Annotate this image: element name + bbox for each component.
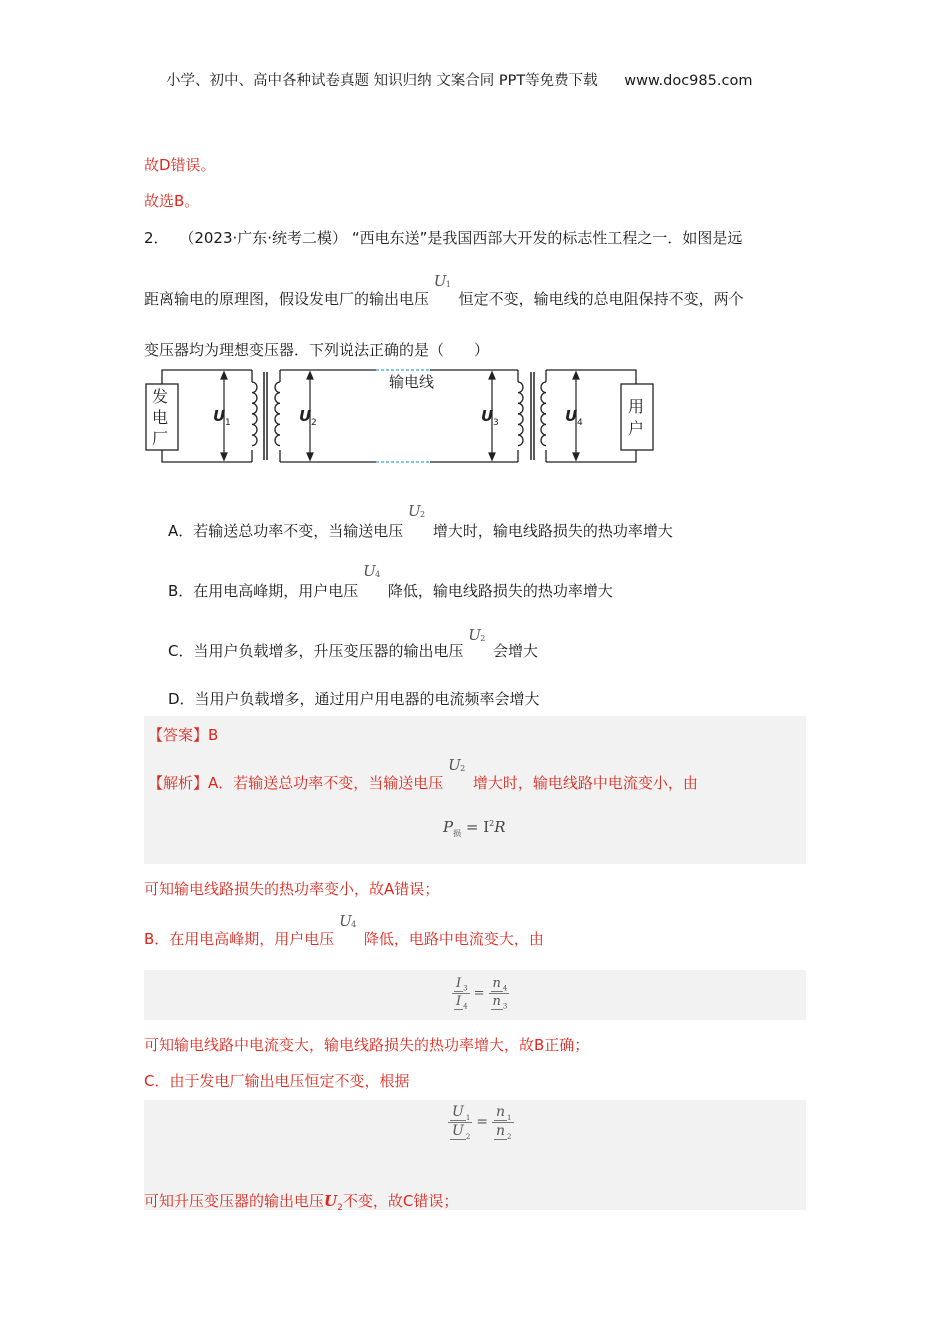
formula-power-loss: $P_损 = I^2R$ (443, 818, 506, 838)
analysis-line-b (144, 912, 544, 949)
option-c-text-post: 会增大 (493, 642, 539, 660)
analysis-b-pre: B．在用电高峰期，用户电压 (144, 930, 335, 948)
question-source: （2023·广东·统考二模） (179, 229, 348, 247)
analysis-c-conclusion (144, 1190, 458, 1213)
question-text-1: “西电东送”是我国西部大开发的标志性工程之一．如图是远 (351, 229, 743, 247)
option-b[interactable] (168, 562, 613, 601)
analysis-a-pre: A．若输送总功率不变，当输送电压 (208, 774, 444, 792)
analysis-b-post: 降低，电路中电流变大，由 (363, 930, 544, 948)
question-line-2 (144, 272, 744, 309)
analysis-tag: 【解析】 (148, 774, 209, 792)
analysis-a-post: 增大时，输电线路中电流变小，由 (472, 774, 698, 792)
option-c[interactable] (168, 626, 539, 661)
analysis-c-conclusion-post: 不变，故C错误； (342, 1192, 459, 1210)
analysis-line-a (148, 756, 698, 793)
option-d[interactable]: D．当用户负载增多，通过用户用电器的电流频率会增大 (168, 690, 540, 708)
question-text-2a: 距离输电的原理图，假设发电厂的输出电压 (144, 290, 430, 308)
user-char-1: 用 (628, 397, 645, 416)
u3-label: U (481, 407, 494, 425)
header-title: 小学、初中、高中各种试卷真题 知识归纳 文案合同 PPT等免费下载 (166, 73, 598, 89)
math-u2: U 2 (448, 756, 466, 774)
option-c-text-pre: C．当用户负载增多，升压变压器的输出电压 (168, 642, 464, 660)
math-u2: U 2 (408, 502, 426, 520)
formula-voltage-ratio: $\frac{U _1}{U _2}$ = $\frac{n _1}{n _2}$ (448, 1104, 514, 1141)
formula-current-ratio: $\frac{I _3}{I _4}$ = $\frac{n _4}{n _3}$ (452, 976, 509, 1010)
math-u4: U 4 (339, 912, 357, 930)
line-label: 输电线 (389, 373, 435, 391)
question-text-2b: 恒定不变，输电线的总电阻保持不变，两个 (458, 290, 744, 308)
user-char-2: 户 (628, 419, 645, 438)
option-b-text-post: 降低，输电线路损失的热功率增大 (387, 582, 613, 600)
u4-sub: 4 (577, 418, 583, 428)
plant-char-1: 发 (152, 387, 169, 406)
plant-char-2: 电 (152, 408, 169, 427)
option-a[interactable] (168, 502, 673, 541)
plant-char-3: 厂 (152, 429, 169, 448)
user-box (621, 384, 653, 450)
u1-label: U (213, 407, 226, 425)
analysis-b-conclusion: 可知输电线路中电流变大，输电线路损失的热功率增大，故B正确； (144, 1036, 590, 1054)
option-a-text-post: 增大时，输电线路损失的热功率增大 (432, 522, 673, 540)
u3-sub: 3 (493, 418, 499, 428)
analysis-c-var: U (324, 1192, 338, 1210)
u4-label: U (565, 407, 578, 425)
u2-sub: 2 (311, 418, 317, 428)
answer-line (148, 724, 218, 745)
analysis-a-conclusion: 可知输电线路损失的热功率变小，故A错误； (144, 880, 440, 898)
option-b-text-pre: B．在用电高峰期，用户电压 (168, 582, 359, 600)
analysis-c-conclusion-pre: 可知升压变压器的输出电压 (144, 1192, 325, 1210)
math-u2: U 2 (468, 626, 486, 644)
question-line-3: 变压器均为理想变压器．下列说法正确的是（ ） (144, 341, 490, 359)
answer-tag: 【答案】 (148, 726, 209, 744)
header-url[interactable]: www.doc985.com (624, 73, 753, 89)
answer-value: B (208, 726, 219, 744)
option-a-text-pre: A．若输送总功率不变，当输送电压 (168, 522, 404, 540)
circuit-diagram (140, 362, 660, 470)
prev-line-2: 故选B。 (144, 192, 200, 210)
question-line-1 (144, 227, 742, 248)
prev-line-1: 故D错误。 (144, 156, 216, 174)
page-header (166, 69, 752, 90)
math-u4: U 4 (363, 562, 381, 580)
u2-label: U (299, 407, 312, 425)
math-u1: U 1 (433, 272, 451, 290)
analysis-c-var-sub: 2 (337, 1203, 343, 1213)
analysis-c-pre: C．由于发电厂输出电压恒定不变，根据 (144, 1072, 410, 1090)
u1-sub: 1 (225, 418, 231, 428)
question-number: 2． (144, 229, 169, 247)
